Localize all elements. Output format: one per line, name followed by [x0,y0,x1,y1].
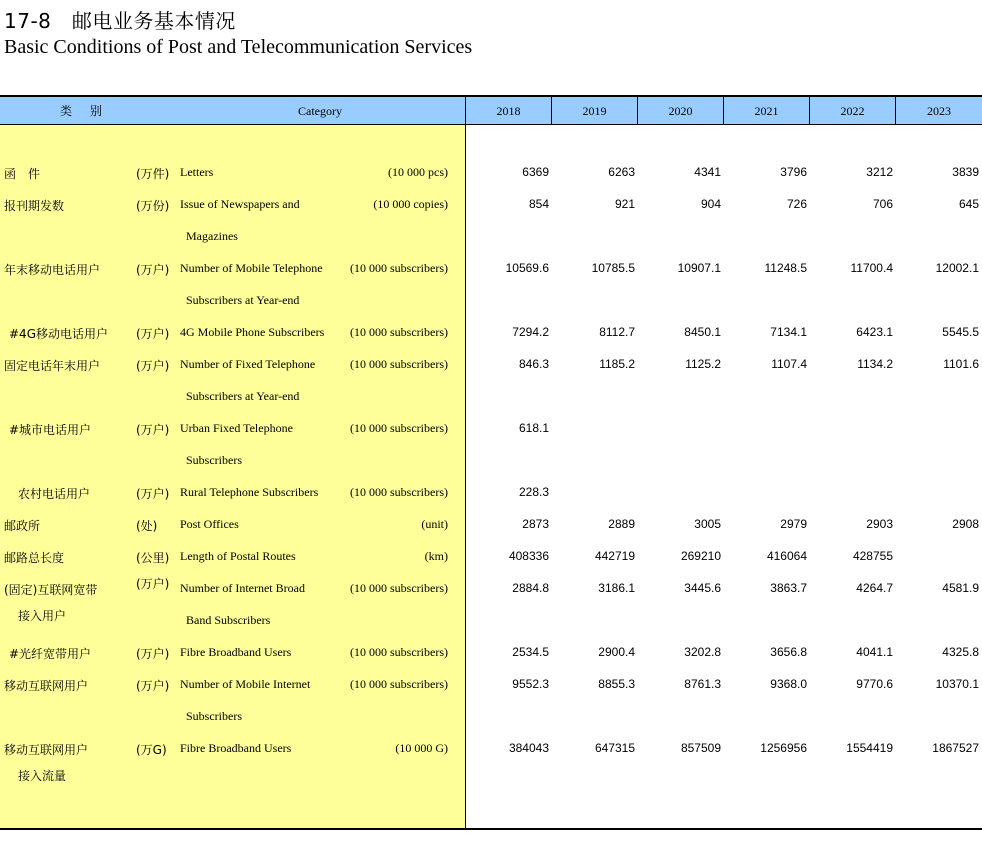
unit-cn: (万户) [136,423,170,437]
table-bottom-rule [0,828,982,830]
category-cn: #光纤宽带用户 [9,647,92,661]
value-cell: 4264.7 [856,581,893,595]
value-cell: 8450.1 [684,325,721,339]
table-row [0,357,982,403]
value-cell: 10569.6 [505,261,549,275]
value-cell: 1134.2 [857,357,893,371]
header-year-2018: 2018 [496,104,521,118]
value-cell: 8761.3 [684,677,721,691]
value-cell: 645 [958,197,979,211]
unit-en: (10 000 pcs) [388,165,448,179]
value-cell: 921 [614,197,635,211]
statistics-table [0,95,982,830]
category-cn: 移动互联网用户 [4,679,89,693]
value-cell: 3445.6 [684,581,721,595]
value-cell: 269210 [680,549,721,563]
value-cell: 4341 [694,165,721,179]
header-category-en: Category [298,104,342,118]
unit-cn: (万户) [136,679,170,693]
table-row [0,485,982,517]
value-cell: 10370.1 [935,677,979,691]
unit-cn: (万户) [136,359,170,373]
value-cell: 11248.5 [764,261,807,275]
value-cell: 1125.2 [685,357,721,371]
value-cell: 2903 [866,517,893,531]
unit-cn: (公里) [136,551,170,565]
value-cell: 8855.3 [598,677,635,691]
value-cell: 11700.4 [850,261,893,275]
table-row [0,677,982,723]
category-cn: #4G移动电话用户 [9,327,108,341]
unit-cn: (处) [136,519,158,533]
value-cell: 3212 [866,165,893,179]
category-cn: 年末移动电话用户 [4,263,101,277]
value-cell: 726 [786,197,807,211]
category-en: Number of Fixed Telephone [180,357,316,371]
table-row [0,577,982,627]
header-year-2019: 2019 [582,104,607,118]
category-en-continued: Subscribers [186,453,242,467]
value-cell: 2873 [522,517,549,531]
value-cell: 408336 [508,549,549,563]
category-cn: 邮路总长度 [4,551,65,565]
value-cell: 3796 [780,165,807,179]
unit-cn: (万件) [136,167,170,181]
category-cn: 农村电话用户 [18,487,91,501]
unit-en: (10 000 copies) [373,197,448,211]
table-row [0,197,982,243]
value-cell: 9368.0 [770,677,807,691]
category-en: Length of Postal Routes [180,549,296,563]
header-year-2022: 2022 [840,104,865,118]
value-cell: 228.3 [518,485,549,499]
value-cell: 2534.5 [512,645,549,659]
value-cell: 2884.8 [512,581,549,595]
category-en: Number of Mobile Internet [180,677,311,691]
category-cn: 报刊期发数 [4,199,65,213]
header-year-2020: 2020 [668,104,693,118]
category-en-continued: Subscribers at Year-end [186,293,300,307]
table-row [0,517,982,549]
value-cell: 904 [700,197,721,211]
category-en: 4G Mobile Phone Subscribers [180,325,325,339]
category-en: Rural Telephone Subscribers [180,485,319,499]
unit-cn: (万户) [136,327,170,341]
value-cell: 1107.4 [771,357,807,371]
value-cell: 10907.1 [677,261,721,275]
value-cell: 6369 [522,165,549,179]
table-row [0,261,982,307]
category-en: Post Offices [180,517,239,531]
value-cell: 846.3 [518,357,549,371]
value-cell: 1256956 [760,741,807,755]
table-row [0,165,982,197]
category-en: Issue of Newspapers and [180,197,300,211]
value-cell: 4325.8 [942,645,979,659]
category-en: Fibre Broadband Users [180,645,292,659]
value-cell: 3839 [952,165,979,179]
category-cn: 固定电话年末用户 [4,359,101,373]
category-en: Number of Internet Broad [180,581,305,595]
unit-en: (unit) [421,517,448,531]
value-cell: 1185.2 [599,357,635,371]
category-cn-continued: 接入流量 [18,769,67,783]
value-cell: 618.1 [518,421,549,435]
unit-en: (10 000 G) [395,741,448,755]
category-en: Number of Mobile Telephone [180,261,323,275]
unit-en: (10 000 subscribers) [350,645,448,659]
table-row [0,325,982,357]
value-cell: 8112.7 [599,325,635,339]
unit-cn: (万户) [136,647,170,661]
unit-en: (10 000 subscribers) [350,677,448,691]
category-cn: #城市电话用户 [9,423,92,437]
unit-en: (10 000 subscribers) [350,357,448,371]
value-cell: 7134.1 [770,325,807,339]
value-cell: 384043 [508,741,549,755]
header-year-2023: 2023 [927,104,951,118]
category-cn: 函 件 [4,167,41,181]
value-cell: 442719 [594,549,635,563]
value-cell: 428755 [852,549,893,563]
header-category-cn: 类别 [59,104,120,118]
category-cn: 邮政所 [4,519,41,533]
table-title-en: Basic Conditions of Post and Telecommunication Services [4,36,473,58]
value-cell: 9770.6 [856,677,893,691]
table-header [0,95,982,125]
unit-cn: (万户) [136,487,170,501]
table-row [0,421,982,467]
value-cell: 857509 [680,741,721,755]
value-cell: 2908 [952,517,979,531]
table-title-cn: 17-8 邮电业务基本情况 [4,9,236,33]
value-cell: 6423.1 [856,325,893,339]
value-cell: 2889 [608,517,635,531]
value-cell: 706 [872,197,893,211]
category-en-continued: Subscribers [186,709,242,723]
value-cell: 4581.9 [942,581,979,595]
category-en: Fibre Broadband Users [180,741,292,755]
value-cell: 854 [528,197,549,211]
value-cell: 416064 [766,549,807,563]
unit-cn: (万户) [136,577,170,591]
category-en-continued: Subscribers at Year-end [186,389,300,403]
category-cn-continued: 接入用户 [18,609,67,623]
value-cell: 1554419 [846,741,893,755]
table-row [0,741,982,783]
value-cell: 2979 [780,517,807,531]
unit-en: (10 000 subscribers) [350,261,448,275]
unit-en: (km) [424,549,448,563]
unit-en: (10 000 subscribers) [350,485,448,499]
value-cell: 2900.4 [598,645,635,659]
value-cell: 647315 [594,741,635,755]
value-cell: 6263 [608,165,635,179]
category-en-continued: Band Subscribers [186,613,271,627]
header-year-2021: 2021 [754,104,779,118]
category-en-continued: Magazines [186,229,238,243]
value-cell: 3863.7 [770,581,807,595]
unit-en: (10 000 subscribers) [350,325,448,339]
category-cn: (固定)互联网宽带 [4,583,98,597]
value-cell: 1101.6 [943,357,979,371]
value-cell: 3656.8 [770,645,807,659]
value-cell: 4041.1 [856,645,893,659]
value-cell: 7294.2 [512,325,549,339]
value-cell: 9552.3 [512,677,549,691]
table-row [0,645,982,677]
value-cell: 3005 [694,517,721,531]
value-cell: 3186.1 [598,581,635,595]
value-cell: 1867527 [932,741,979,755]
value-cell: 10785.5 [591,261,635,275]
category-cn: 移动互联网用户 [4,743,89,757]
category-en: Urban Fixed Telephone [180,421,293,435]
unit-en: (10 000 subscribers) [350,581,448,595]
category-en: Letters [180,165,214,179]
unit-cn: (万G) [136,743,167,757]
unit-cn: (万户) [136,263,170,277]
value-cell: 5545.5 [942,325,979,339]
value-cell: 12002.1 [935,261,979,275]
unit-cn: (万份) [136,199,170,213]
value-cell: 3202.8 [684,645,721,659]
unit-en: (10 000 subscribers) [350,421,448,435]
